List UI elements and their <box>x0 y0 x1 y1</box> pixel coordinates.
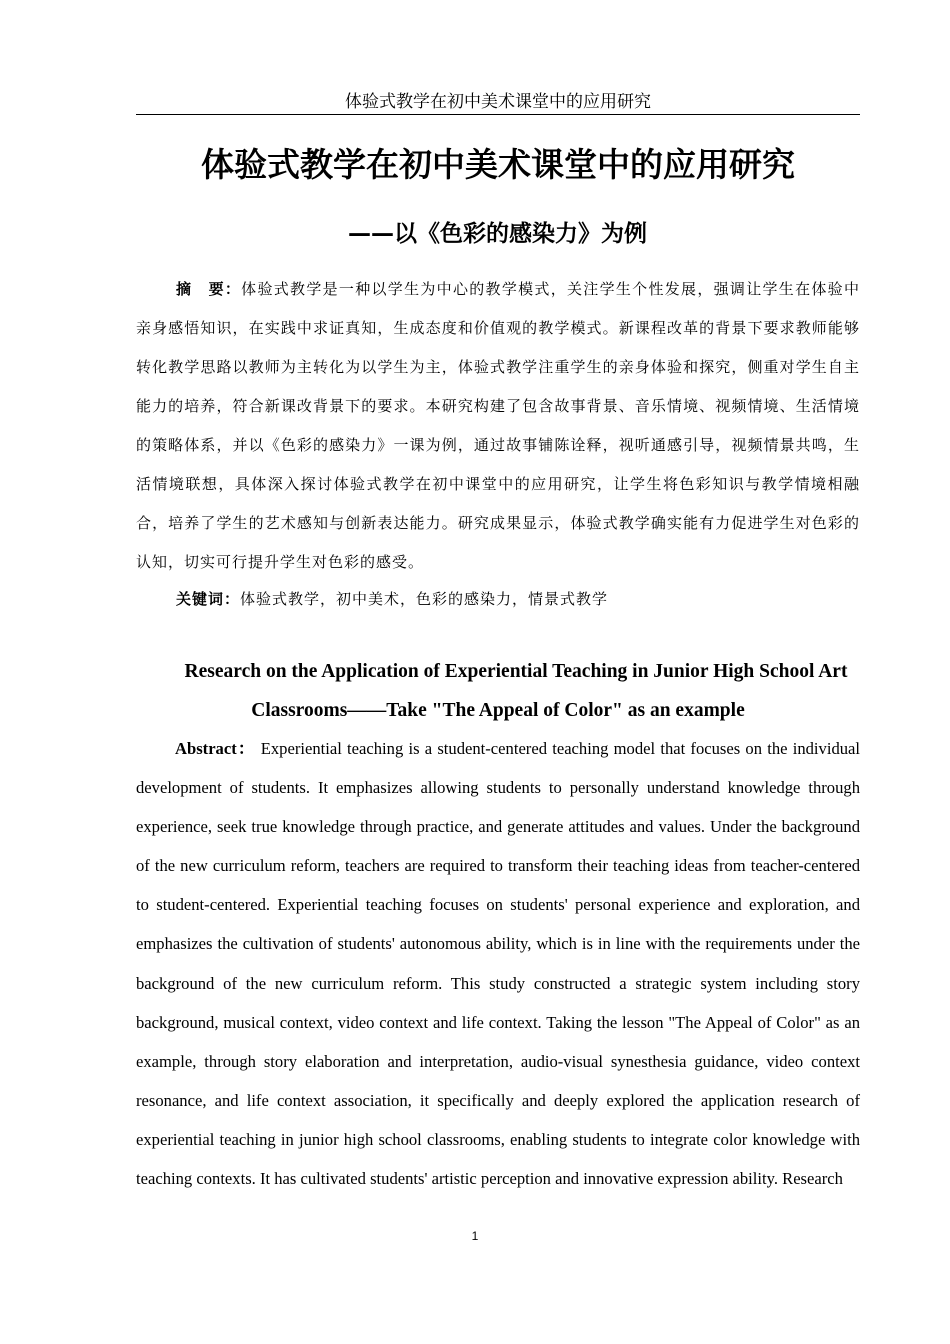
abstract-en <box>136 729 860 1198</box>
abstract-cn <box>136 270 860 582</box>
abstract-en-label: Abstract： <box>175 739 256 758</box>
english-title-line-2: Classrooms——Take "The Appeal of Color" as an example <box>251 700 745 721</box>
keywords-cn-text: 体验式教学，初中美术，色彩的感染力，情景式教学 <box>240 590 609 608</box>
running-header: 体验式教学在初中美术课堂中的应用研究 <box>345 92 651 112</box>
abstract-en-text: Experiential teaching is a student-centered teaching model that focuses on the individual development of students. It emphasizes allowing students to personally understand knowledge through experience, seek true knowledge through practice, and generate attitudes and values. Under the background of the new curriculum reform, teachers are required to transform their teaching ideas from teacher-centered to student-centered. Experiential teaching focuses on students' personal experience and exploration, and emphasizes the cultivation of students' autonomous ability, which is in line with the requirements under the background of the new curriculum reform. This study constructed a strategic system including story background, musical context, video context and life context. Taking the lesson "The Appeal of Color" as an example, through story elaboration and interpretation, audio-visual synesthesia guidance, video context resonance, and life context association, it specifically and deeply explored the application research of experiential teaching in junior high school classrooms, enabling students to integrate color knowledge with teaching contexts. It has cultivated students' artistic perception and innovative expression ability. Research <box>136 739 861 1189</box>
document-title: 体验式教学在初中美术课堂中的应用研究 <box>201 145 795 184</box>
english-title <box>136 652 860 730</box>
keywords-cn <box>136 580 860 619</box>
document-subtitle: ——以《色彩的感染力》为例 <box>348 221 647 247</box>
header-divider <box>136 114 860 115</box>
abstract-cn-text: 体验式教学是一种以学生为中心的教学模式，关注学生个性发展，强调让学生在体验中亲身感悟知识，在实践中求证真知，生成态度和价值观的教学模式。新课程改革的背景下要求教师能够转化教学思路以教师为主转化为以学生为主，体验式教学注重学生的亲身体验和探究，侧重对学生自主能力的培养，符合新课改背景下的要求。本研究构建了包含故事背景、音乐情境、视频情境、生活情境的策略体系，并以《色彩的感染力》一课为例，通过故事铺陈诠释，视听通感引导，视频情景共鸣，生活情境联想，具体深入探讨体验式教学在初中课堂中的应用研究，让学生将色彩知识与教学情境相融合，培养了学生的艺术感知与创新表达能力。研究成果显示，体验式教学确实能有力促进学生对色彩的认知，切实可行提升学生对色彩的感受。 <box>136 280 860 571</box>
english-title-line-1: Research on the Application of Experiential Teaching in Junior High School Art <box>184 661 848 682</box>
page-number: 1 <box>471 1229 479 1243</box>
abstract-cn-label: 摘 要： <box>176 280 242 298</box>
keywords-cn-label: 关键词： <box>176 590 241 608</box>
